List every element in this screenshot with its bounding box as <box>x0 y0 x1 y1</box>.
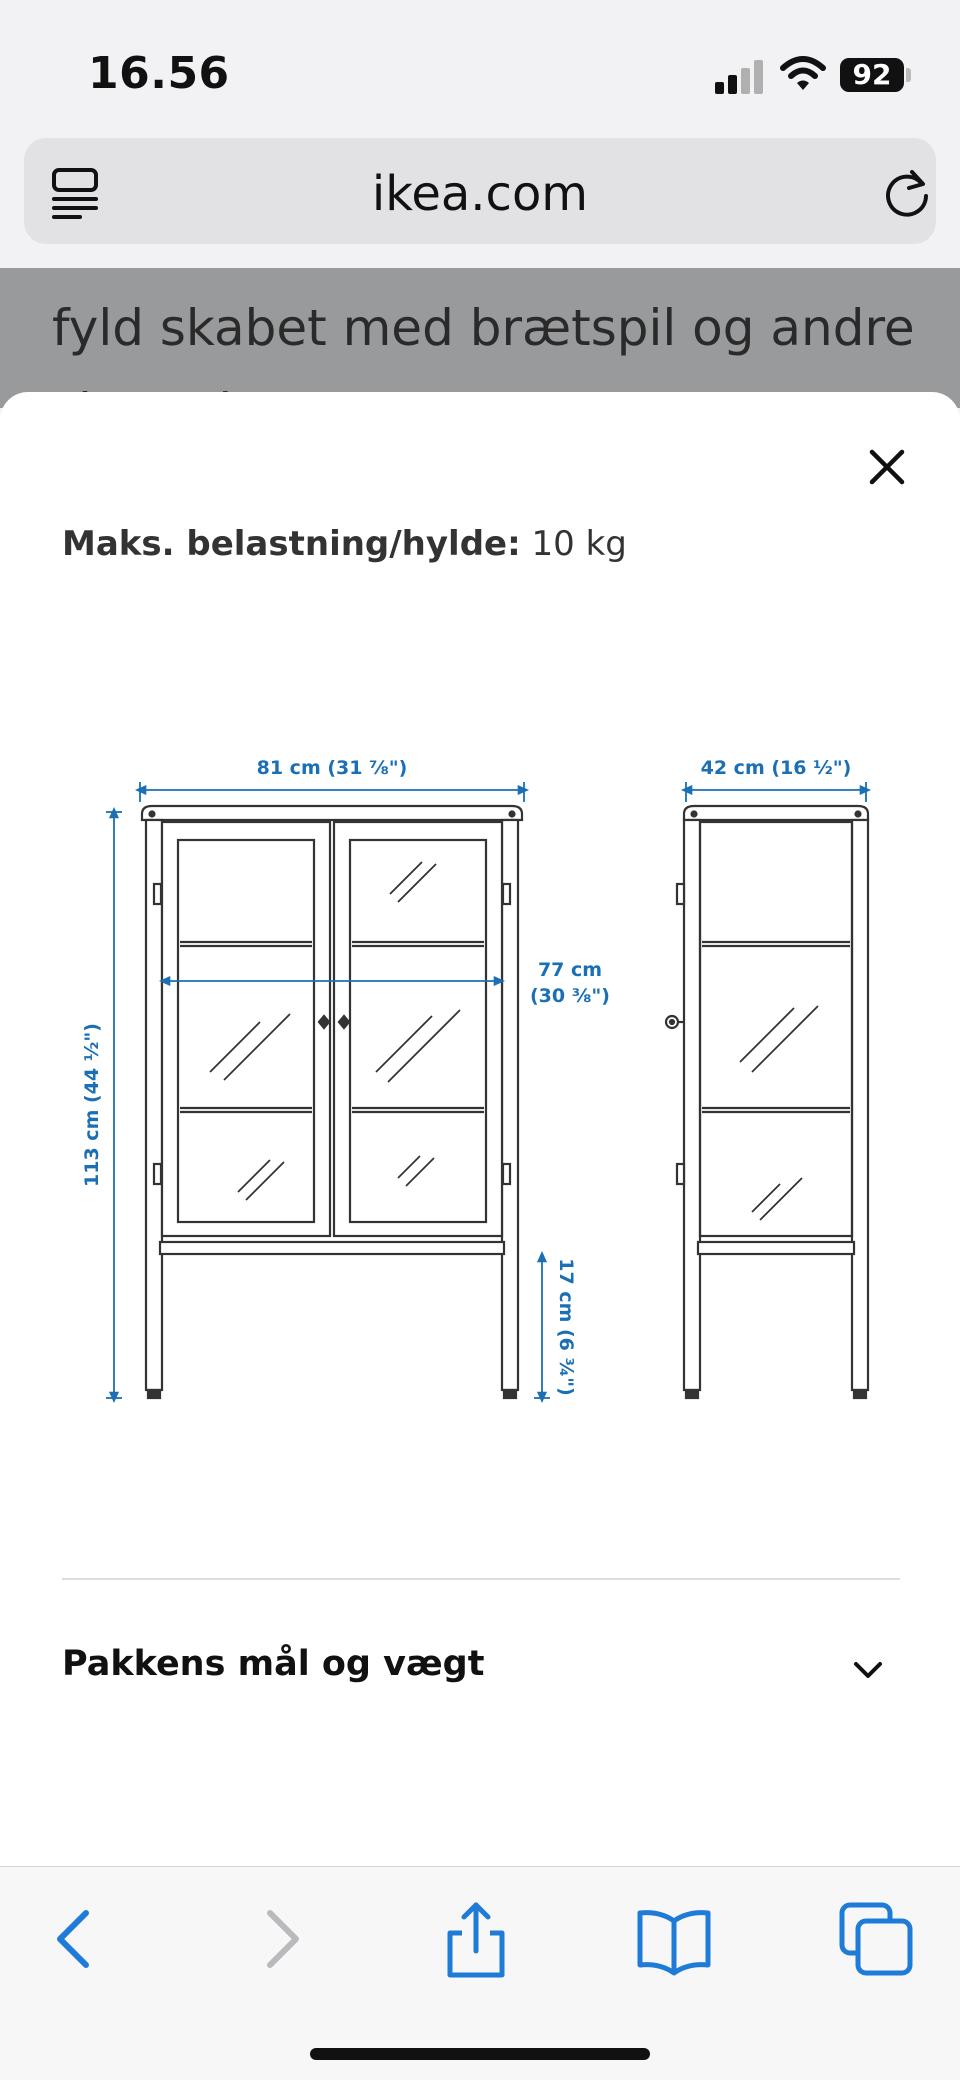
front-view <box>142 806 522 1398</box>
side-view <box>666 806 868 1398</box>
cellular-signal-icon <box>715 60 765 94</box>
max-load-label: Maks. belastning/hylde: <box>62 524 521 564</box>
share-icon[interactable] <box>436 1899 516 1979</box>
accordion-label: Pakkens mål og vægt <box>62 1644 485 1684</box>
depth-dimension-label: 42 cm (16 ½") <box>700 757 852 779</box>
page-behind-text: fyld skabet med brætspil og andre <box>52 299 915 357</box>
dimension-diagram <box>60 702 910 1402</box>
chevron-down-icon[interactable] <box>850 1652 886 1688</box>
home-indicator[interactable] <box>310 2048 650 2060</box>
battery-icon: 92 <box>840 58 904 92</box>
product-details-sheet <box>0 392 960 1868</box>
section-divider <box>62 1578 900 1580</box>
wifi-icon <box>780 54 826 94</box>
reload-icon[interactable] <box>882 166 932 218</box>
bookmarks-icon[interactable] <box>634 1899 714 1979</box>
max-load-value: 10 kg <box>520 524 627 564</box>
height-dimension-label: 113 cm (44 ½") <box>81 1023 103 1187</box>
forward-icon[interactable] <box>240 1899 320 1979</box>
status-time: 16.56 <box>88 48 230 99</box>
address-bar[interactable] <box>24 138 936 244</box>
tabs-icon[interactable] <box>836 1899 916 1979</box>
leg-height-dimension-label: 17 cm (6 ¾") <box>555 1258 577 1396</box>
max-load-spec <box>62 524 627 564</box>
page-behind-overlay[interactable] <box>0 268 960 408</box>
status-bar <box>0 0 960 140</box>
url-text[interactable]: ikea.com <box>371 166 589 222</box>
battery-tip <box>906 68 911 82</box>
back-icon[interactable] <box>36 1899 116 1979</box>
package-dimensions-accordion[interactable] <box>62 1632 900 1712</box>
inner-width-dimension-label: 77 cm <box>537 959 603 981</box>
inner-width-dimension-label-imperial: (30 ⅜") <box>530 985 610 1007</box>
close-icon[interactable] <box>862 442 912 492</box>
width-dimension-label: 81 cm (31 ⅞") <box>256 757 408 779</box>
